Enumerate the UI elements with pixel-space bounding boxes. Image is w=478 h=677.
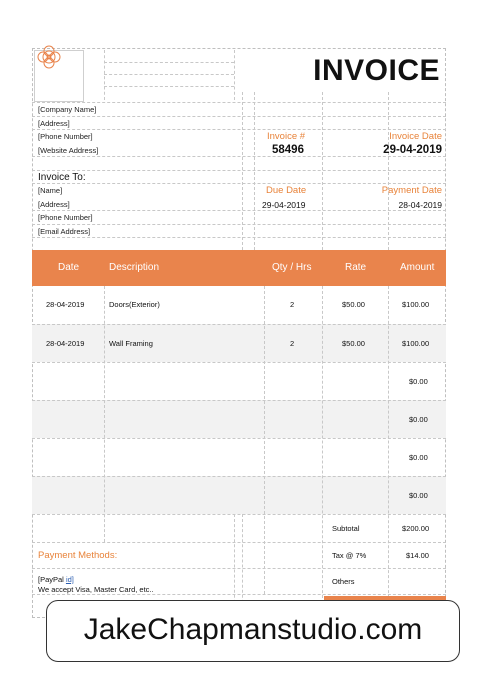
grid-line <box>234 50 235 100</box>
grid-line <box>32 210 446 211</box>
table-header <box>32 250 446 286</box>
table-row-shade <box>32 400 446 438</box>
company-address: [Address] <box>38 119 70 128</box>
subtotal-label: Subtotal <box>332 524 360 533</box>
bill-to-heading: Invoice To: <box>38 172 86 183</box>
grid-line <box>32 542 446 543</box>
grid-line <box>322 92 323 250</box>
grid-line <box>388 92 389 250</box>
grid-line <box>32 102 446 103</box>
grid-line <box>32 116 446 117</box>
watermark: JakeChapmanstudio.com <box>46 600 460 662</box>
grid-line <box>32 224 446 225</box>
payment-methods-heading: Payment Methods: <box>38 550 118 561</box>
column-header-date: Date <box>58 262 80 273</box>
grid-line <box>264 286 265 594</box>
grid-line <box>32 183 446 184</box>
grid-line <box>104 286 105 542</box>
subtotal-value: $200.00 <box>402 524 430 533</box>
row-1-qty: 2 <box>290 300 295 309</box>
payment-line-1 <box>38 575 74 584</box>
row-4-amount: $0.00 <box>409 415 428 424</box>
grid-line <box>32 568 446 569</box>
logo <box>34 50 84 102</box>
tax-value: $14.00 <box>406 551 429 560</box>
invoice-number: 58496 <box>272 144 304 156</box>
row-2-description: Wall Framing <box>109 339 153 348</box>
row-2-rate: $50.00 <box>342 339 365 348</box>
row-2-date: 28-04-2019 <box>46 339 85 348</box>
grid-line <box>32 156 446 157</box>
row-1-amount: $100.00 <box>402 300 430 309</box>
grid-line <box>388 286 389 618</box>
grid-line <box>32 594 446 595</box>
grid-line <box>322 286 323 618</box>
grid-line <box>104 74 234 75</box>
row-1-rate: $50.00 <box>342 300 365 309</box>
grid-line <box>32 400 446 401</box>
company-website: [Website Address] <box>38 146 99 155</box>
flower-logo-icon <box>35 43 81 69</box>
grid-line <box>32 476 446 477</box>
column-header-amount: Amount <box>400 262 435 273</box>
invoice-number-label: Invoice # <box>267 131 306 142</box>
grid-line <box>32 237 446 238</box>
company-name: [Company Name] <box>38 105 97 114</box>
payment-date: 28-04-2019 <box>398 200 442 210</box>
grid-line <box>242 92 243 250</box>
row-2-amount: $100.00 <box>402 339 430 348</box>
grid-line <box>32 514 446 515</box>
bill-to-name: [Name] <box>38 186 63 195</box>
row-2-qty: 2 <box>290 339 295 348</box>
others-label: Others <box>332 577 355 586</box>
row-5-amount: $0.00 <box>409 453 428 462</box>
column-header-description: Description <box>109 262 160 273</box>
grid-line <box>254 92 255 250</box>
payment-date-label: Payment Date <box>381 185 442 196</box>
invoice-date: 29-04-2019 <box>383 144 442 156</box>
invoice-title: INVOICE <box>313 54 440 87</box>
column-header-qty: Qty / Hrs <box>272 262 312 273</box>
grid-line <box>32 324 446 325</box>
row-1-description: Doors(Exterior) <box>109 300 160 309</box>
row-1-date: 28-04-2019 <box>46 300 85 309</box>
table-row-shade <box>32 324 446 362</box>
paypal-link[interactable]: id] <box>65 575 74 584</box>
grid-line <box>32 170 446 171</box>
grid-line <box>104 62 234 63</box>
row-6-amount: $0.00 <box>409 491 428 500</box>
invoice-date-label: Invoice Date <box>389 131 442 142</box>
bill-to-phone: [Phone Number] <box>38 213 93 222</box>
grid-line <box>32 438 446 439</box>
due-date-label: Due Date <box>266 185 307 196</box>
due-date: 29-04-2019 <box>262 200 306 210</box>
company-phone: [Phone Number] <box>38 132 93 141</box>
grid-line <box>104 50 105 100</box>
row-3-amount: $0.00 <box>409 377 428 386</box>
grid-line <box>32 129 446 130</box>
tax-label: Tax @ 7% <box>332 551 367 560</box>
payment-line-2: We accept Visa, Master Card, etc.. <box>38 585 154 594</box>
table-row-shade <box>32 476 446 514</box>
bill-to-address: [Address] <box>38 200 70 209</box>
grid-line <box>104 86 234 87</box>
invoice-sheet <box>32 48 446 618</box>
grid-line <box>32 362 446 363</box>
column-header-rate: Rate <box>345 262 367 273</box>
bill-to-email: [Email Address] <box>38 227 91 236</box>
payment-paypal-prefix: [PayPal <box>38 575 66 584</box>
